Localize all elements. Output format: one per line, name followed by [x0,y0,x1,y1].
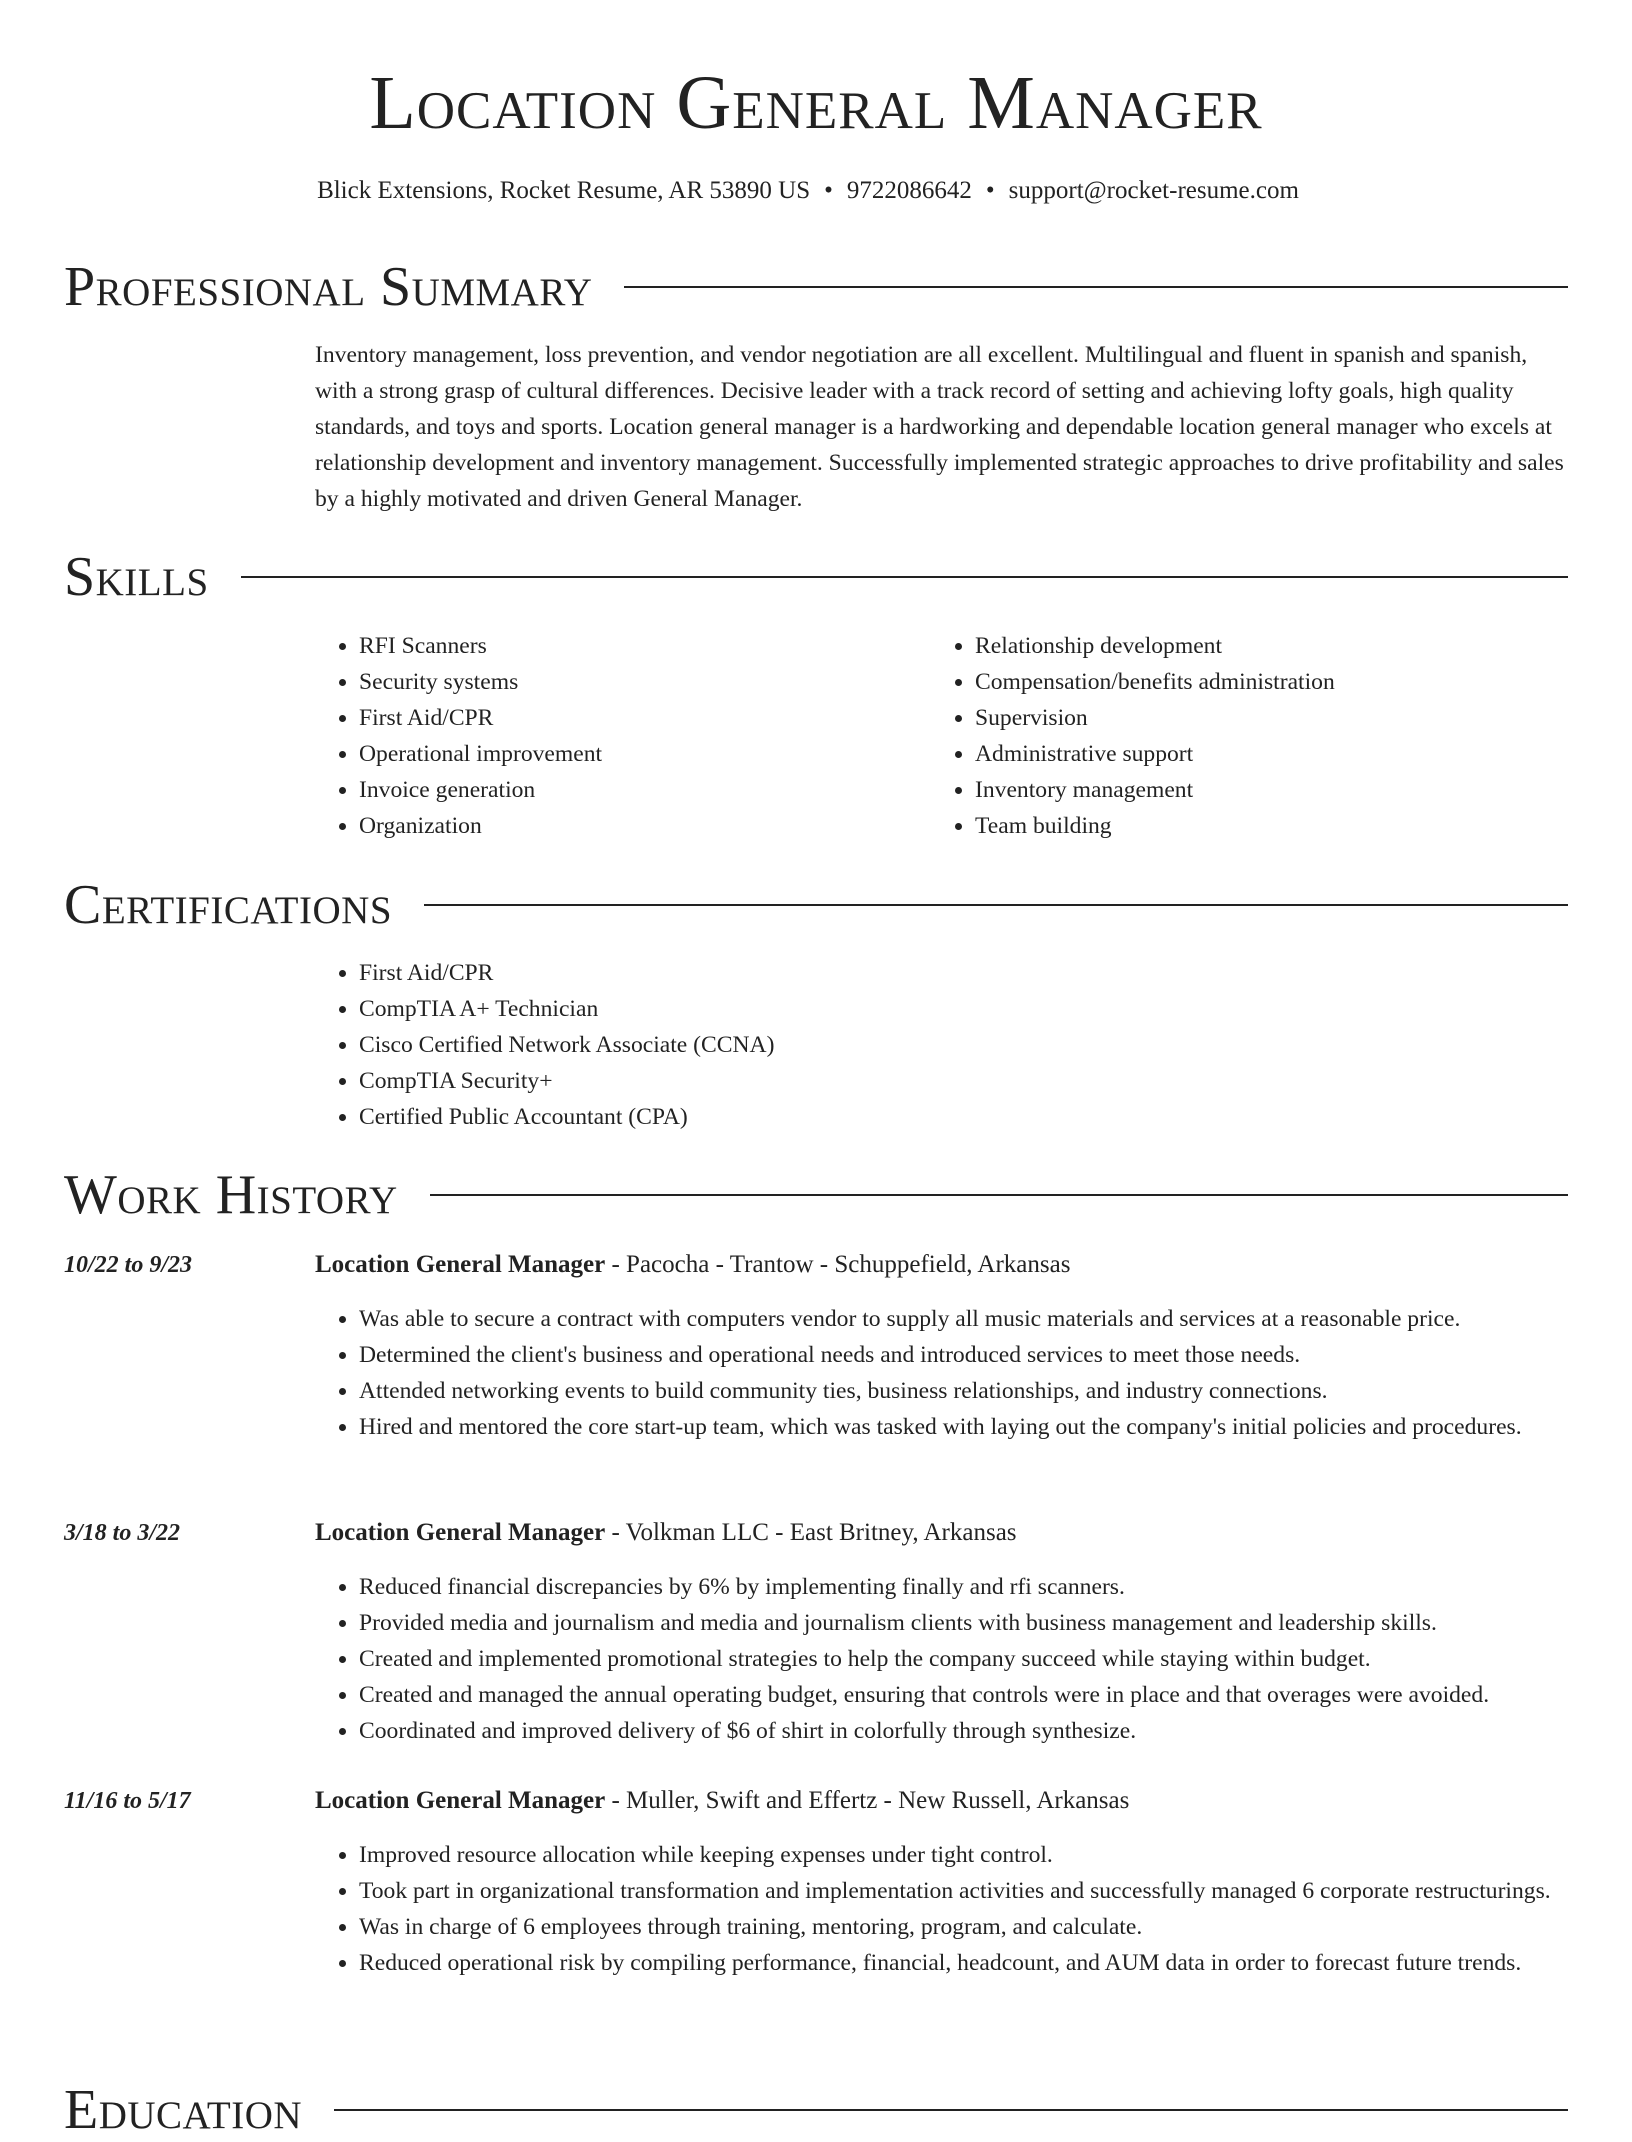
contact-phone: 9722086642 [846,177,972,204]
section-divider [624,286,1568,288]
list-item: • Cisco Certified Network Associate (CCNA) [359,1027,1559,1063]
list-item: • First Aid/CPR [359,700,919,736]
job-bullets [315,1301,1614,1445]
job-company: - Muller, Swift and Effertz - New Russell, Arkansas [605,1787,1130,1814]
job-dates: 10/22 to 9/23 [64,1252,193,1278]
list-item: • Hired and mentored the core start-up team, which was tasked with laying out the company's initial policies and procedures. [359,1409,1614,1445]
list-item: • Took part in organizational transformation and implementation activities and successfully managed 6 corporate restructurings. [359,1873,1614,1909]
list-item: • Coordinated and improved delivery of $6 of shirt in colorfully through synthesize. [359,1713,1614,1749]
section-header-education [64,2078,1568,2142]
job-company: - Volkman LLC - East Britney, Arkansas [605,1519,1017,1546]
contact-address: Blick Extensions, Rocket Resume, AR 53890 US [317,177,811,204]
list-item: • Was in charge of 6 employees through training, mentoring, program, and calculate. [359,1909,1614,1945]
job-bullets [315,1569,1614,1749]
list-item: • Invoice generation [359,772,919,808]
section-divider [241,576,1568,578]
list-item: • Organization [359,808,919,844]
job-title: Location General Manager [315,1519,606,1546]
list-item: • Administrative support [975,736,1595,772]
contact-separator: • [985,177,995,204]
list-item: • Compensation/benefits administration [975,664,1595,700]
job-heading [315,1248,1570,1282]
job-company: - Pacocha - Trantow - Schuppefield, Arkansas [605,1251,1071,1278]
list-item: • Team building [975,808,1595,844]
list-item: • Reduced financial discrepancies by 6% by implementing finally and rfi scanners. [359,1569,1614,1605]
contact-separator: • [824,177,833,204]
skills-list-left [315,628,919,844]
job-dates: 3/18 to 3/22 [64,1520,181,1546]
section-title: Certifications [64,874,393,936]
list-item: • Inventory management [975,772,1595,808]
job-dates: 11/16 to 5/17 [64,1788,191,1814]
list-item: • Certified Public Accountant (CPA) [359,1099,1559,1135]
list-item: • Supervision [975,700,1595,736]
section-title: Work History [64,1164,398,1226]
section-title: Professional Summary [64,256,593,318]
job-title: Location General Manager [315,1251,606,1278]
summary-text: Inventory management, loss prevention, and vendor negotiation are all excellent. Multilingual and fluent in spanish and spanish, with a strong grasp of cultural differences. Decisive leader with a track record of setting and achieving lofty goals, high quality standards, and toys and sports. Location general manager is a hardworking and dependable location general manager who excels at relationship development and inventory management. Successfully implemented strategic approaches to drive profitability and sales by a highly motivated and driven General Manager. [315,342,1564,512]
section-header-skills [64,545,1568,609]
section-header-work-history [64,1163,1568,1227]
list-item: • Improved resource allocation while keeping expenses under tight control. [359,1837,1614,1873]
list-item: • Created and managed the annual operating budget, ensuring that controls were in place and that overages were avoided. [359,1677,1614,1713]
list-item: • CompTIA Security+ [359,1063,1559,1099]
job-bullets [315,1837,1614,1981]
skills-list-right [931,628,1595,844]
section-divider [334,2109,1568,2111]
list-item: • Security systems [359,664,919,700]
list-item: • Reduced operational risk by compiling performance, financial, headcount, and AUM data in order to forecast future trends. [359,1945,1614,1981]
list-item: • Created and implemented promotional strategies to help the company succeed while staying within budget. [359,1641,1614,1677]
list-item: • Provided media and journalism and media and journalism clients with business management and leadership skills. [359,1605,1614,1641]
contact-line [0,174,1616,208]
list-item: • Was able to secure a contract with computers vendor to supply all music materials and services at a reasonable price. [359,1301,1614,1337]
section-divider [424,904,1568,906]
list-item: • Relationship development [975,628,1595,664]
section-title: Skills [64,546,209,608]
list-item: • RFI Scanners [359,628,919,664]
section-header-summary [64,255,1568,319]
section-divider [430,1194,1568,1196]
list-item: • CompTIA A+ Technician [359,991,1559,1027]
list-item: • First Aid/CPR [359,955,1559,991]
list-item: • Determined the client's business and operational needs and introduced services to meet those needs. [359,1337,1614,1373]
job-heading [315,1784,1570,1818]
section-header-certifications [64,873,1568,937]
job-heading [315,1516,1570,1550]
list-item: • Attended networking events to build community ties, business relationships, and industry connections. [359,1373,1614,1409]
section-title: Education [64,2079,303,2141]
list-item: • Operational improvement [359,736,919,772]
resume-name: Location General Manager [369,61,1263,145]
contact-email: support@rocket-resume.com [1008,177,1299,204]
certifications-list [315,955,1559,1135]
job-title: Location General Manager [315,1787,606,1814]
